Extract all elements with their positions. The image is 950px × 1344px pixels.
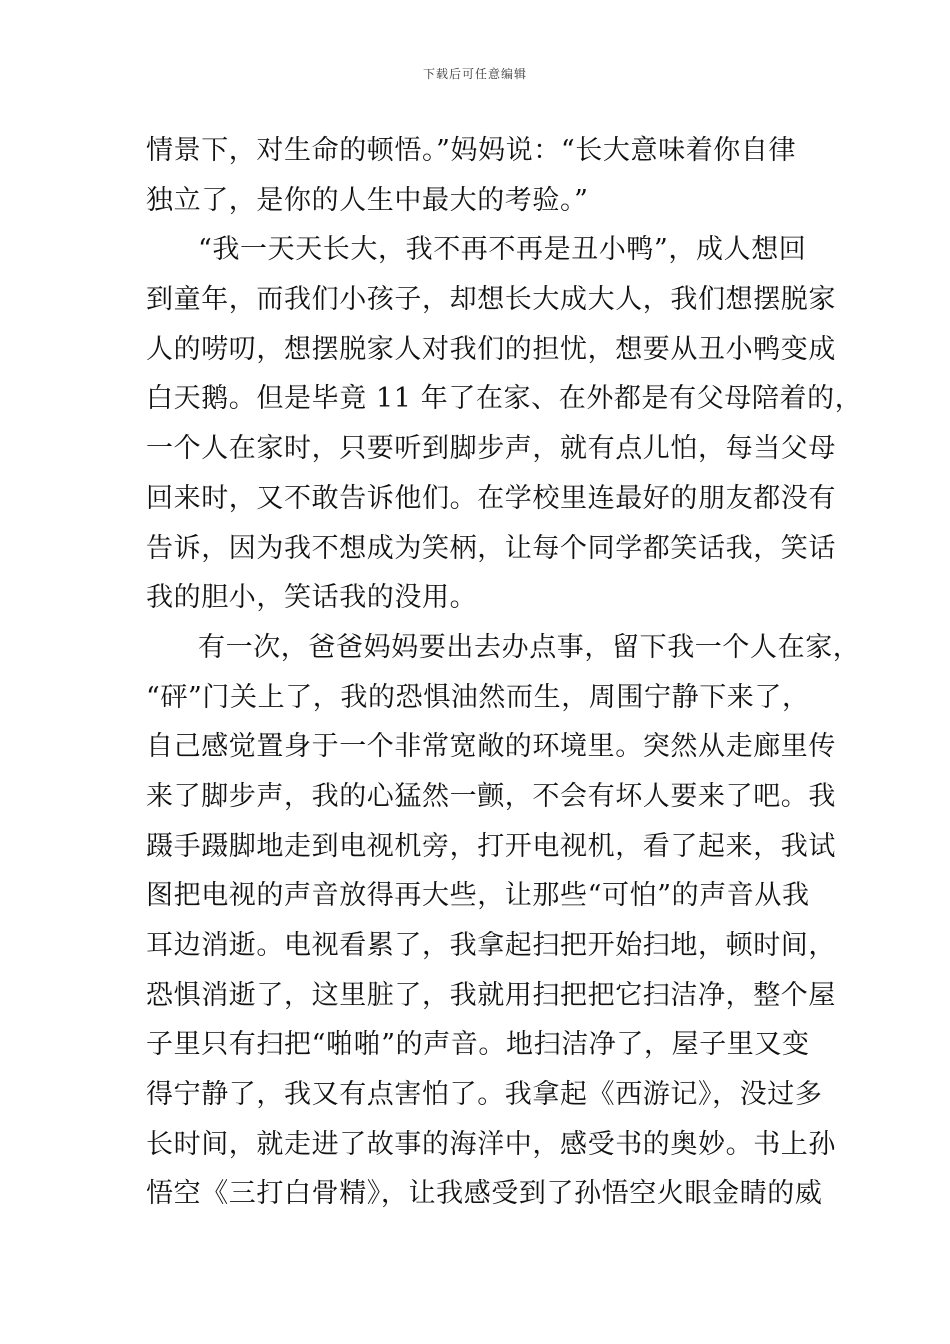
- text-line: 得宁静了，我又有点害怕了。我拿起《西游记》，没过多: [146, 1079, 823, 1111]
- text-line: 来了脚步声，我的心猛然一颤，不会有坏人要来了吧。我: [146, 780, 836, 812]
- text-line: 耳边消逝。电视看累了，我拿起扫把开始扫地，顿时间，: [146, 930, 836, 961]
- text-line: 我的胆小，笑话我的没用。: [146, 582, 478, 614]
- page-header: 下载后可任意编辑: [422, 67, 527, 81]
- text-line: 一个人在家时，只要听到脚步声，就有点儿怕，每当父母: [146, 433, 836, 465]
- text-line: 悟空《三打白骨精》，让我感受到了孙悟空火眼金睛的威: [146, 1178, 823, 1210]
- body-text: [146, 126, 863, 1219]
- text-line: 人的唠叨，想摆脱家人对我们的担忧，想要从丑小鸭变成: [146, 333, 836, 365]
- text-line: 到童年，而我们小孩子，却想长大成大人，我们想摆脱家: [146, 284, 836, 316]
- text-line: 独立了，是你的人生中最大的考验。”: [146, 184, 589, 216]
- text-line: 有一次，爸爸妈妈要出去办点事，留下我一个人在家，: [198, 631, 861, 663]
- text-line: 子里只有扫把“啪啪”的声音。地扫洁净了，屋子里又变: [146, 1029, 810, 1061]
- text-line: “砰”门关上了，我的恐惧油然而生，周围宁静下来了，: [146, 681, 810, 713]
- text-line: 图把电视的声音放得再大些，让那些“可怕”的声音从我: [146, 880, 810, 912]
- text-line: 情景下，对生命的顿悟。”妈妈说：“长大意味着你自律: [146, 135, 797, 166]
- text-line: 回来时，又不敢告诉他们。在学校里连最好的朋友都没有: [146, 482, 836, 514]
- text-line: 白天鹅。但是毕竟 11 年了在家、在外都是有父母陪着的，: [146, 383, 863, 415]
- text-line: 恐惧消逝了，这里脏了，我就用扫把把它扫洁净，整个屋: [146, 979, 836, 1011]
- text-line: 蹑手蹑脚地走到电视机旁，打开电视机，看了起来，我试: [146, 830, 836, 862]
- text-line: 自己感觉置身于一个非常宽敞的环境里。突然从走廊里传: [146, 731, 836, 763]
- text-line: 长时间，就走进了故事的海洋中，感受书的奥妙。书上孙: [146, 1128, 836, 1160]
- text-line: “我一天天长大，我不再不再是丑小鸭”，成人想回: [198, 234, 807, 266]
- text-line: 告诉，因为我不想成为笑柄，让每个同学都笑话我，笑话: [146, 532, 836, 564]
